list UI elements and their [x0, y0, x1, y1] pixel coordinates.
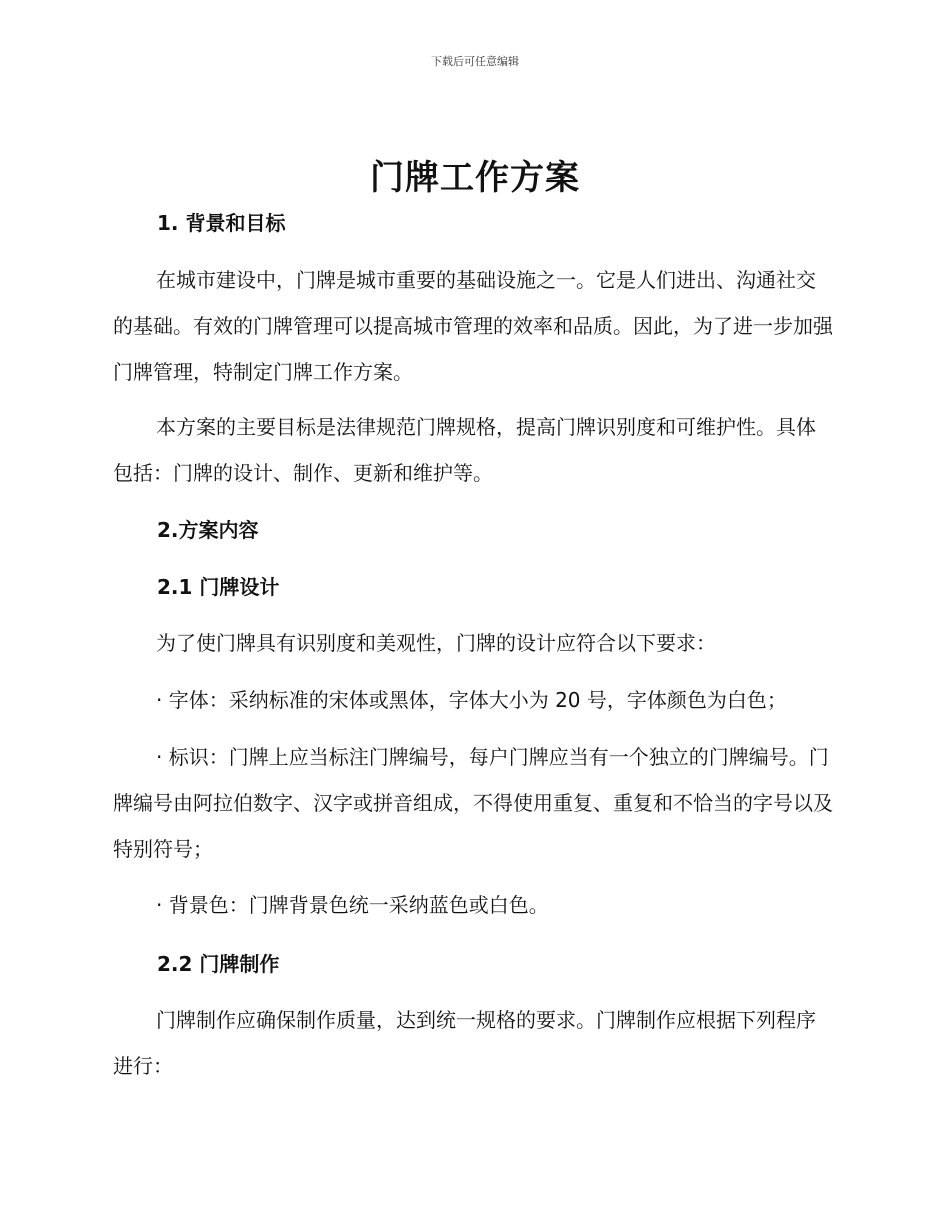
section-heading-background: 1. 背景和目标 [157, 211, 286, 235]
document-title: 门牌工作方案 [370, 158, 580, 198]
paragraph-production: 门牌制作应确保制作质量，达到统一规格的要求。门牌制作应根据下列程序进行： [113, 1008, 816, 1078]
bullet-identifier: · 标识：门牌上应当标注门牌编号，每户门牌应当有一个独立的门牌编号。门牌编号由阿拉伯数字、汉字或拼音组成，不得使用重复、重复和不恰当的字号以及特别符号； [113, 745, 833, 861]
paragraph-goals: 本方案的主要目标是法律规范门牌规格，提高门牌识别度和可维护性。具体包括：门牌的设计、制作、更新和维护等。 [113, 415, 816, 485]
page-header: 下载后可任意编辑 [431, 55, 519, 68]
subsection-heading-production: 2.2 门牌制作 [157, 952, 280, 976]
paragraph-design-intro: 为了使门牌具有识别度和美观性，门牌的设计应符合以下要求： [156, 631, 716, 655]
bullet-background-color: · 背景色：门牌背景色统一采纳蓝色或白色。 [156, 893, 549, 917]
bullet-font: · 字体：采纳标准的宋体或黑体，字体大小为 20 号，字体颜色为白色； [156, 688, 787, 712]
subsection-heading-design: 2.1 门牌设计 [157, 575, 280, 599]
paragraph-background: 在城市建设中，门牌是城市重要的基础设施之一。它是人们进出、沟通社交的基础。有效的门牌管理可以提高城市管理的效率和品质。因此，为了进一步加强门牌管理，特制定门牌工作方案。 [113, 268, 833, 384]
section-heading-content: 2.方案内容 [157, 518, 259, 542]
